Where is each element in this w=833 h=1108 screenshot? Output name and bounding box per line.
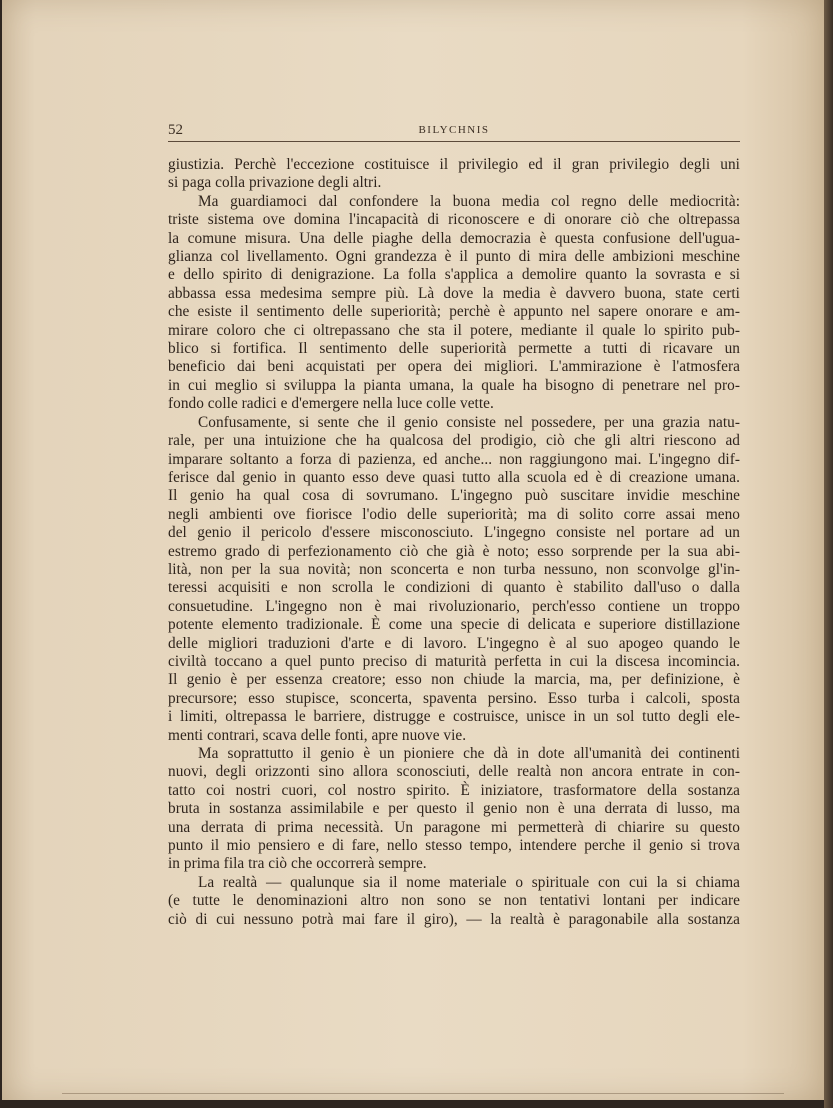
text-line: blico si fortifica. Il sentimento delle superiorità permette a tutti di ricavare un [168,340,740,358]
page-number: 52 [168,122,183,138]
text-line: si paga colla privazione degli altri. [168,174,382,192]
text-line: Ma soprattutto il genio è un pioniere che dà in dote all'umanità dei continenti [198,745,740,762]
text-line: lità, non per la sua novità; non sconcerta e non turba nessuno, non sconvolge gl'in- [168,560,740,578]
text-line: abbassa essa medesima sempre più. Là dove la media è davvero buona, state certi [168,284,740,302]
text-line: triste sistema ove domina l'incapacità di riconoscere e di onorare ciò che oltrepassa [168,211,740,229]
text-line: La realtà — qualunque sia il nome materiale o spirituale con cui la si chiama [198,873,740,891]
page-header [168,120,740,142]
text-line: giustizia. Perchè l'eccezione costituisce il privilegio ed il gran privilegio degli uni [168,156,740,173]
text-line: fondo colle radici e d'emergere nella luce colle vette. [168,395,494,413]
text-line: una derrata di prima necessità. Un paragone mi permetterà di chiarire su questo [168,818,740,836]
header-rule [168,141,740,142]
paper-page [2,0,824,1100]
running-title: BILYCHNIS [418,124,490,136]
text-line: la comune misura. Una delle piaghe della democrazia è questa confusione dell'ugua- [168,229,740,247]
text-line: precursore; esso stupisce, sconcerta, spaventa persino. Esso turba i calcoli, sposta [168,689,740,707]
text-line: e dello spirito di denigrazione. La folla s'applica a demolire quanto la sovrasta e si [168,266,740,284]
book-edge [824,0,833,1108]
text-line: civiltà toccano a quel punto preciso di maturità perfetta in cui la discesa incomincia. [168,652,740,670]
text-line: tatto coi nostri cuori, col nostro spirito. È iniziatore, trasformatore della sostanza [168,781,740,799]
text-line: del genio il pericolo d'essere misconosciuto. L'ingegno consiste nel portare ad un [168,524,740,542]
text-line: glianza col livellamento. Ogni grandezza è il punto di mira delle ambizioni meschine [168,248,740,266]
text-line: beneficio dai beni acquistati per opera dei migliori. L'ammirazione è l'atmosfera [168,358,740,376]
text-line: ciò di cui nessuno potrà mai fare il giro), — la realtà è paragonabile alla sostanza [168,910,740,928]
text-line: che esiste il sentimento delle superiorità; perchè è appunto nel sapere onorare e am- [168,303,740,321]
text-line: delle migliori traduzioni d'arte e di lavoro. L'ingegno è al suo apogeo quando le [168,634,740,652]
text-line: consuetudine. L'ingegno non è mai rivoluzionario, perch'esso contiene un troppo [168,597,740,615]
text-line: punto il mio pensiero e di fare, nello stesso tempo, intendere perche il genio si trova [168,837,740,855]
text-line: teressi acquisiti e non scrolla le condizioni di quanto è stabilito dall'uso o dalla [168,579,740,597]
text-line: bruta in sostanza assimilabile e per questo il genio non è una derrata di lusso, ma [168,800,740,818]
text-line: Confusamente, si sente che il genio consiste nel possedere, per una grazia natu- [198,413,740,431]
body-text [168,156,740,929]
text-line: nuovi, degli orizzonti sino allora sconosciuti, delle realtà non ancora entrate in con- [168,763,740,781]
text-line: in cui meglio si sviluppa la pianta umana, la quale ha bisogno di penetrare nel pro- [168,376,740,394]
text-line: estremo grado di perfezionamento ciò che già è noto; esso sorprende per la sua abi- [168,542,740,560]
text-line: ferisce dal genio in quanto esso deve quasi tutto alla scuola ed è di creazione umana. [168,468,740,486]
text-line: Il genio ha qual cosa di sovrumano. L'ingegno può suscitare invidie meschine [168,487,740,505]
text-line: in prima fila tra ciò che occorrerà sempre. [168,855,427,873]
text-line: negli ambienti ove fiorisce l'odio delle superiorità; ma di solito corre assai meno [168,505,740,523]
bottom-edge-rule [62,1093,784,1094]
text-line: imparare soltanto a forza di pazienza, ed anche... non raggiungono mai. L'ingegno dif- [168,450,740,468]
text-line: (e tutte le denominazioni altro non sono se non tentativi lontani per indicare [168,892,740,910]
text-line: mirare coloro che ci oltrepassano che sta il potere, mediante il quale lo spirito pub- [168,321,740,339]
text-line: i limiti, oltrepassa le barriere, distrugge e costruisce, unisce in un sol tutto degli ele- [168,708,740,726]
text-line: Il genio è per essenza creatore; esso non chiude la marcia, ma, per definizione, è [168,671,740,689]
text-line: menti contrari, scava delle fonti, apre nuove vie. [168,726,467,744]
text-line: rale, per una intuizione che ha qualcosa del prodigio, ciò che gli altri riescono ad [168,432,740,450]
text-line: Ma guardiamoci dal confondere la buona media col regno delle mediocrità: [198,192,740,210]
text-line: potente elemento tradizionale. È come una specie di delicata e superiore distillazione [168,616,740,634]
